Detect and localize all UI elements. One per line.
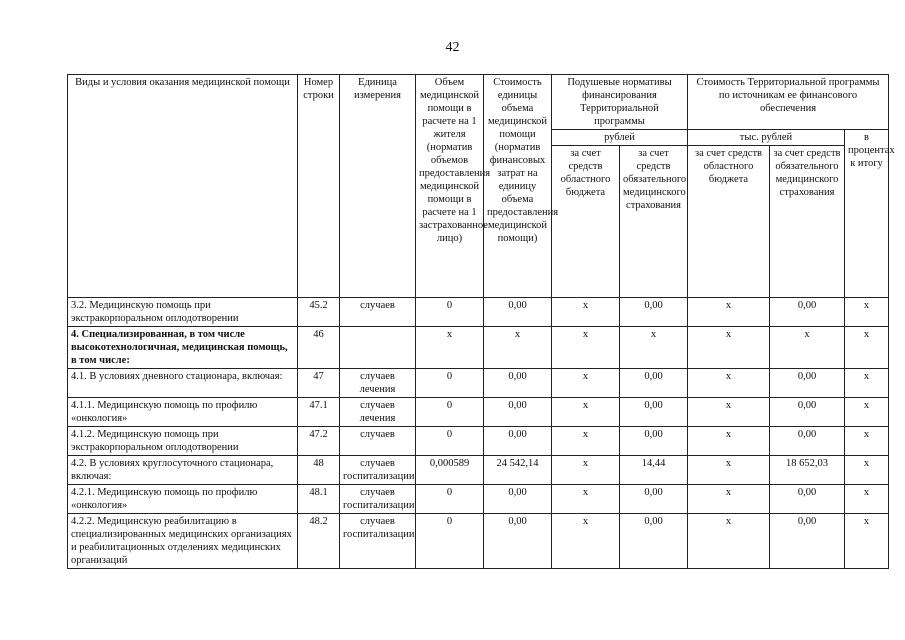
- cell-tot-oms: 0,00: [770, 369, 845, 398]
- cell-cost: 0,00: [484, 514, 552, 569]
- header-type: Виды и условия оказания медицинской помощи: [68, 75, 298, 298]
- table-row: [68, 485, 889, 514]
- cell-no: 48.1: [298, 485, 340, 514]
- cell-no: 47.1: [298, 398, 340, 427]
- cell-pc-reg: x: [552, 369, 620, 398]
- cell-no: 47.2: [298, 427, 340, 456]
- cell-tot-reg: x: [688, 398, 770, 427]
- cell-pc-reg: x: [552, 485, 620, 514]
- table-row: [68, 398, 889, 427]
- cell-vol: 0: [416, 398, 484, 427]
- cell-vol: 0: [416, 369, 484, 398]
- cell-cost: 24 542,14: [484, 456, 552, 485]
- cell-vol: 0: [416, 485, 484, 514]
- cell-cost: 0,00: [484, 298, 552, 327]
- table-row: [68, 298, 889, 327]
- cell-tot-oms: 0,00: [770, 427, 845, 456]
- cell-unit: случаев госпитализации: [340, 514, 416, 569]
- cell-pct: x: [845, 427, 889, 456]
- table-row: [68, 456, 889, 485]
- cell-tot-reg: x: [688, 427, 770, 456]
- cell-pc-reg: x: [552, 327, 620, 369]
- cell-tot-oms: 0,00: [770, 298, 845, 327]
- header-total-cost: Стоимость Территориальной программы по источникам ее финансового обеспечения: [688, 75, 889, 130]
- cell-unit: случаев лечения: [340, 398, 416, 427]
- cell-no: 47: [298, 369, 340, 398]
- cell-pc-oms: 14,44: [620, 456, 688, 485]
- cell-pc-reg: x: [552, 298, 620, 327]
- cell-tot-reg: x: [688, 369, 770, 398]
- table-row: [68, 514, 889, 569]
- cell-cost: 0,00: [484, 398, 552, 427]
- header-oms-1: за счет средств обязательного медицинского страхования: [620, 146, 688, 298]
- cell-tot-oms: x: [770, 327, 845, 369]
- cell-tot-reg: x: [688, 456, 770, 485]
- cell-pct: x: [845, 298, 889, 327]
- financing-table: [67, 74, 895, 569]
- cell-vol: x: [416, 327, 484, 369]
- cell-pc-reg: x: [552, 514, 620, 569]
- cell-tot-oms: 0,00: [770, 485, 845, 514]
- header-unit-rub: рублей: [552, 130, 688, 146]
- cell-name: 4.2.2. Медицинскую реабилитацию в специализированных медицинских организациях и реабилитационных отделениях медицинских организаций: [68, 514, 298, 569]
- cell-vol: 0,000589: [416, 456, 484, 485]
- cell-cost: 0,00: [484, 485, 552, 514]
- cell-pc-reg: x: [552, 427, 620, 456]
- header-unit-thous-rub: тыс. рублей: [688, 130, 845, 146]
- cell-name: 4.1.2. Медицинскую помощь при экстракорпоральном оплодотворении: [68, 427, 298, 456]
- cell-pc-reg: x: [552, 456, 620, 485]
- cell-unit: случаев: [340, 298, 416, 327]
- header-row-number: Номер строки: [298, 75, 340, 298]
- cell-tot-reg: x: [688, 327, 770, 369]
- cell-tot-reg: x: [688, 485, 770, 514]
- table-row: [68, 427, 889, 456]
- cell-vol: 0: [416, 427, 484, 456]
- header-percent: в процентах к итогу: [845, 130, 889, 298]
- cell-vol: 0: [416, 298, 484, 327]
- cell-unit: случаев: [340, 427, 416, 456]
- cell-tot-oms: 0,00: [770, 398, 845, 427]
- cell-unit: случаев лечения: [340, 369, 416, 398]
- cell-pct: x: [845, 514, 889, 569]
- cell-name: 4. Специализированная, в том числе высокотехнологичная, медицинская помощь, в том числе:: [68, 327, 298, 369]
- cell-pc-oms: x: [620, 327, 688, 369]
- cell-pc-reg: x: [552, 398, 620, 427]
- cell-vol: 0: [416, 514, 484, 569]
- cell-pc-oms: 0,00: [620, 427, 688, 456]
- cell-no: 45.2: [298, 298, 340, 327]
- cell-unit: случаев госпитализации: [340, 485, 416, 514]
- table-body: [68, 298, 889, 569]
- cell-tot-reg: x: [688, 298, 770, 327]
- cell-cost: x: [484, 327, 552, 369]
- page-number: 42: [445, 40, 460, 55]
- cell-no: 48: [298, 456, 340, 485]
- cell-name: 4.2. В условиях круглосуточного стационара, включая:: [68, 456, 298, 485]
- cell-pc-oms: 0,00: [620, 369, 688, 398]
- cell-name: 4.2.1. Медицинскую помощь по профилю «онкология»: [68, 485, 298, 514]
- cell-pct: x: [845, 456, 889, 485]
- header-cost-per-unit: Стоимость единицы объема медицинской помощи (норматив финансовых затрат на единицу объема предоставления медицинской помощи): [484, 75, 552, 298]
- cell-tot-oms: 0,00: [770, 514, 845, 569]
- cell-unit: случаев госпитализации: [340, 456, 416, 485]
- cell-pc-oms: 0,00: [620, 398, 688, 427]
- header-regional-budget-1: за счет средств областного бюджета: [552, 146, 620, 298]
- cell-name: 4.1.1. Медицинскую помощь по профилю «онкология»: [68, 398, 298, 427]
- cell-pct: x: [845, 398, 889, 427]
- cell-pct: x: [845, 369, 889, 398]
- cell-cost: 0,00: [484, 427, 552, 456]
- table-row: [68, 369, 889, 398]
- cell-tot-reg: x: [688, 514, 770, 569]
- header-regional-budget-2: за счет средств областного бюджета: [688, 146, 770, 298]
- cell-no: 46: [298, 327, 340, 369]
- header-oms-2: за счет средств обязательного медицинского страхования: [770, 146, 845, 298]
- cell-pc-oms: 0,00: [620, 485, 688, 514]
- header-volume: Объем медицинской помощи в расчете на 1 жителя (норматив объемов предоставления медицинской помощи в расчете на 1 застрахованное лицо): [416, 75, 484, 298]
- header-per-capita: Подушевые нормативы финансирования Территориальной программы: [552, 75, 688, 130]
- cell-pc-oms: 0,00: [620, 514, 688, 569]
- cell-tot-oms: 18 652,03: [770, 456, 845, 485]
- cell-name: 3.2. Медицинскую помощь при экстракорпоральном оплодотворении: [68, 298, 298, 327]
- cell-pct: x: [845, 327, 889, 369]
- cell-pct: x: [845, 485, 889, 514]
- cell-unit: [340, 327, 416, 369]
- cell-no: 48.2: [298, 514, 340, 569]
- cell-cost: 0,00: [484, 369, 552, 398]
- table-header: [68, 75, 895, 298]
- table-row: [68, 327, 889, 369]
- cell-name: 4.1. В условиях дневного стационара, включая:: [68, 369, 298, 398]
- cell-pc-oms: 0,00: [620, 298, 688, 327]
- header-unit: Единица измерения: [340, 75, 416, 298]
